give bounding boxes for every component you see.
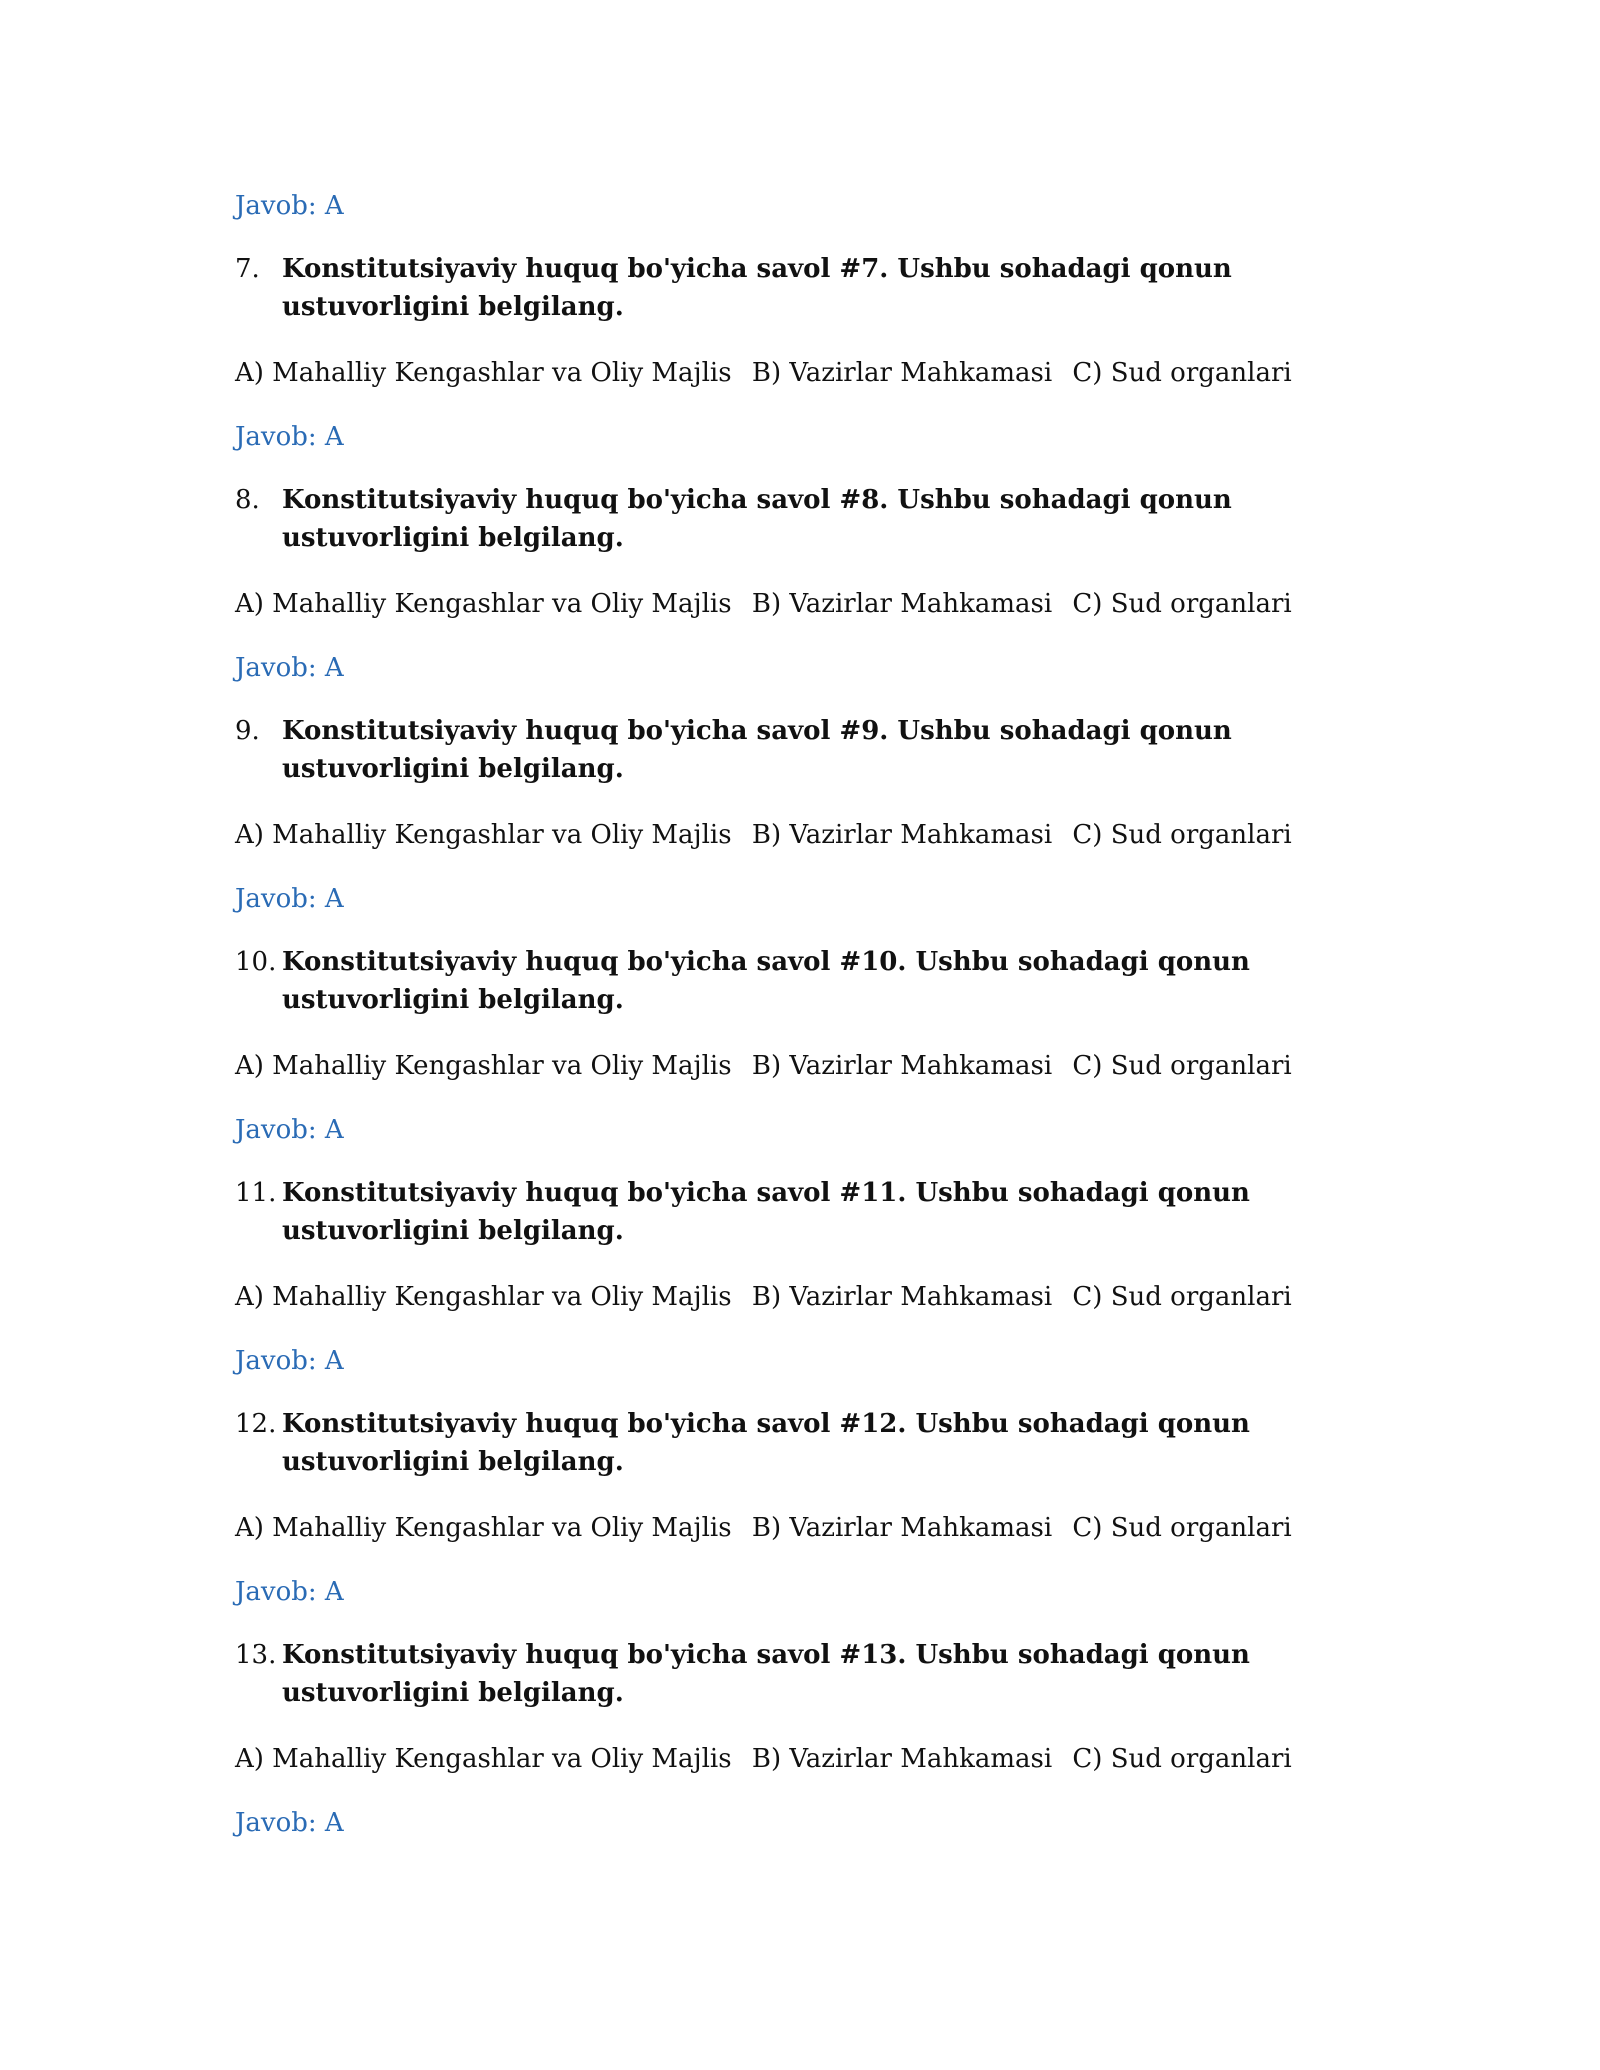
question-text [235, 1636, 1365, 1712]
option-c: C) Sud organlari [1072, 358, 1292, 388]
option-c: C) Sud organlari [1072, 589, 1292, 619]
option-b: B) Vazirlar Mahkamasi [751, 1051, 1053, 1081]
option-a: A) Mahalliy Kengashlar va Oliy Majlis [235, 589, 732, 619]
options-line [235, 1739, 1365, 1779]
answer-line: Javob: A [235, 1577, 344, 1607]
question-number: 12. [235, 1409, 277, 1439]
option-b: B) Vazirlar Mahkamasi [751, 820, 1053, 850]
question-text [235, 1405, 1365, 1481]
question-text [235, 712, 1365, 788]
question-body: Konstitutsiyaviy huquq bo'yicha savol #8. Ushbu sohadagi qonun ustuvorligini belgilang. [282, 485, 1232, 553]
option-b: B) Vazirlar Mahkamasi [751, 1744, 1053, 1774]
answer-line: Javob: A [235, 422, 344, 452]
question-item [235, 712, 1365, 919]
question-text [235, 481, 1365, 557]
option-a: A) Mahalliy Kengashlar va Oliy Majlis [235, 1744, 732, 1774]
question-text [235, 943, 1365, 1019]
question-text [235, 250, 1365, 326]
option-b: B) Vazirlar Mahkamasi [751, 1282, 1053, 1312]
option-b: B) Vazirlar Mahkamasi [751, 358, 1053, 388]
document-page [235, 186, 1365, 1843]
question-number: 8. [235, 485, 260, 515]
question-number: 7. [235, 254, 260, 284]
question-body: Konstitutsiyaviy huquq bo'yicha savol #9. Ushbu sohadagi qonun ustuvorligini belgilang. [282, 716, 1232, 784]
answer-line: Javob: A [235, 191, 344, 221]
options-line [235, 1046, 1365, 1086]
question-body: Konstitutsiyaviy huquq bo'yicha savol #12. Ushbu sohadagi qonun ustuvorligini belgilang. [282, 1409, 1250, 1477]
question-item [235, 250, 1365, 457]
question-number: 13. [235, 1640, 277, 1670]
options-line [235, 1277, 1365, 1317]
option-c: C) Sud organlari [1072, 820, 1292, 850]
option-a: A) Mahalliy Kengashlar va Oliy Majlis [235, 1513, 732, 1543]
question-item [235, 1636, 1365, 1843]
question-body: Konstitutsiyaviy huquq bo'yicha savol #11. Ushbu sohadagi qonun ustuvorligini belgilang. [282, 1178, 1250, 1246]
option-c: C) Sud organlari [1072, 1282, 1292, 1312]
option-b: B) Vazirlar Mahkamasi [751, 589, 1053, 619]
option-c: C) Sud organlari [1072, 1513, 1292, 1543]
question-number: 9. [235, 716, 260, 746]
question-item [235, 481, 1365, 688]
answer-line: Javob: A [235, 884, 344, 914]
option-a: A) Mahalliy Kengashlar va Oliy Majlis [235, 820, 732, 850]
answer-line: Javob: A [235, 1346, 344, 1376]
question-body: Konstitutsiyaviy huquq bo'yicha savol #13. Ushbu sohadagi qonun ustuvorligini belgilang. [282, 1640, 1250, 1708]
answer-line: Javob: A [235, 653, 344, 683]
question-item [235, 1174, 1365, 1381]
options-line [235, 815, 1365, 855]
options-line [235, 353, 1365, 393]
option-a: A) Mahalliy Kengashlar va Oliy Majlis [235, 1282, 732, 1312]
question-number: 11. [235, 1178, 277, 1208]
question-body: Konstitutsiyaviy huquq bo'yicha savol #10. Ushbu sohadagi qonun ustuvorligini belgilang. [282, 947, 1250, 1015]
question-body: Konstitutsiyaviy huquq bo'yicha savol #7. Ushbu sohadagi qonun ustuvorligini belgilang. [282, 254, 1232, 322]
question-item [235, 943, 1365, 1150]
option-a: A) Mahalliy Kengashlar va Oliy Majlis [235, 1051, 732, 1081]
question-item [235, 1405, 1365, 1612]
question-number: 10. [235, 947, 277, 977]
option-b: B) Vazirlar Mahkamasi [751, 1513, 1053, 1543]
options-line [235, 1508, 1365, 1548]
option-a: A) Mahalliy Kengashlar va Oliy Majlis [235, 358, 732, 388]
option-c: C) Sud organlari [1072, 1744, 1292, 1774]
option-c: C) Sud organlari [1072, 1051, 1292, 1081]
question-text [235, 1174, 1365, 1250]
answer-line: Javob: A [235, 1115, 344, 1145]
answer-line: Javob: A [235, 1808, 344, 1838]
options-line [235, 584, 1365, 624]
